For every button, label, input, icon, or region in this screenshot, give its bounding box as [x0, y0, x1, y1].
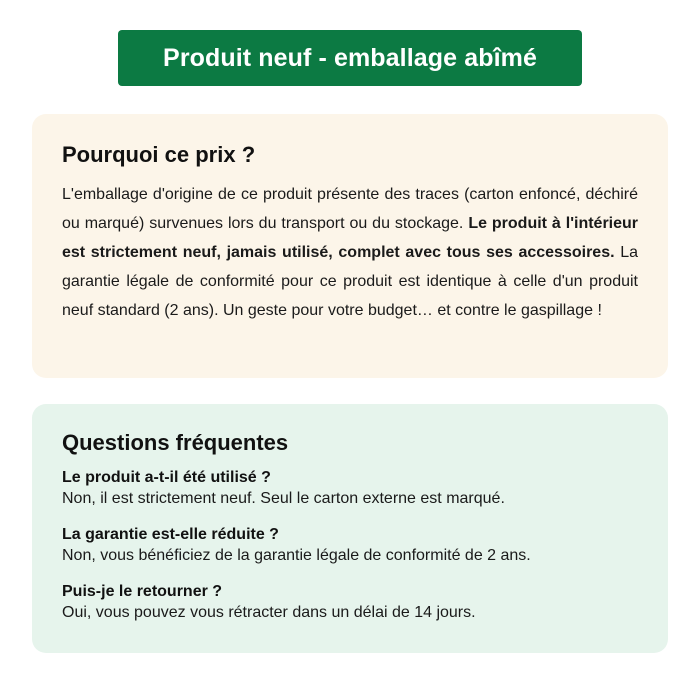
price-section-heading: Pourquoi ce prix ? [62, 142, 256, 167]
faq-section-heading: Questions fréquentes [62, 430, 289, 455]
faq-question: Le produit a-t-il été utilisé ? [62, 469, 271, 486]
faq-answer: Oui, vous pouvez vous rétracter dans un délai de 14 jours. [62, 604, 476, 621]
faq-card [32, 404, 668, 653]
faq-question: La garantie est-elle réduite ? [62, 526, 279, 543]
price-explanation-card [32, 114, 668, 378]
faq-answer: Non, vous bénéficiez de la garantie légale de conformité de 2 ans. [62, 547, 531, 564]
banner-title: Produit neuf - emballage abîmé [163, 43, 537, 72]
price-intro-text: L'emballage d'origine de ce produit présente des traces (carton enfoncé, déchiré ou marqué) survenues lors du transport ou du stockage. [62, 186, 638, 232]
condition-banner [118, 30, 582, 86]
price-outro-text: La garantie légale de conformité pour ce produit est identique à celle d'un produit neuf standard (2 ans). Un geste pour votre budget… et contre le gaspillage ! [62, 244, 639, 319]
faq-answer: Non, il est strictement neuf. Seul le carton externe est marqué. [62, 490, 505, 507]
price-emphasis-text: Le produit à l'intérieur est strictement neuf, jamais utilisé, complet avec tous ses accessoires. [62, 215, 639, 261]
faq-item [62, 581, 638, 624]
faq-question: Puis-je le retourner ? [62, 583, 223, 600]
faq-item [62, 467, 638, 510]
faq-item [62, 524, 638, 567]
faq-list [62, 467, 638, 638]
price-explanation-text [62, 180, 638, 325]
